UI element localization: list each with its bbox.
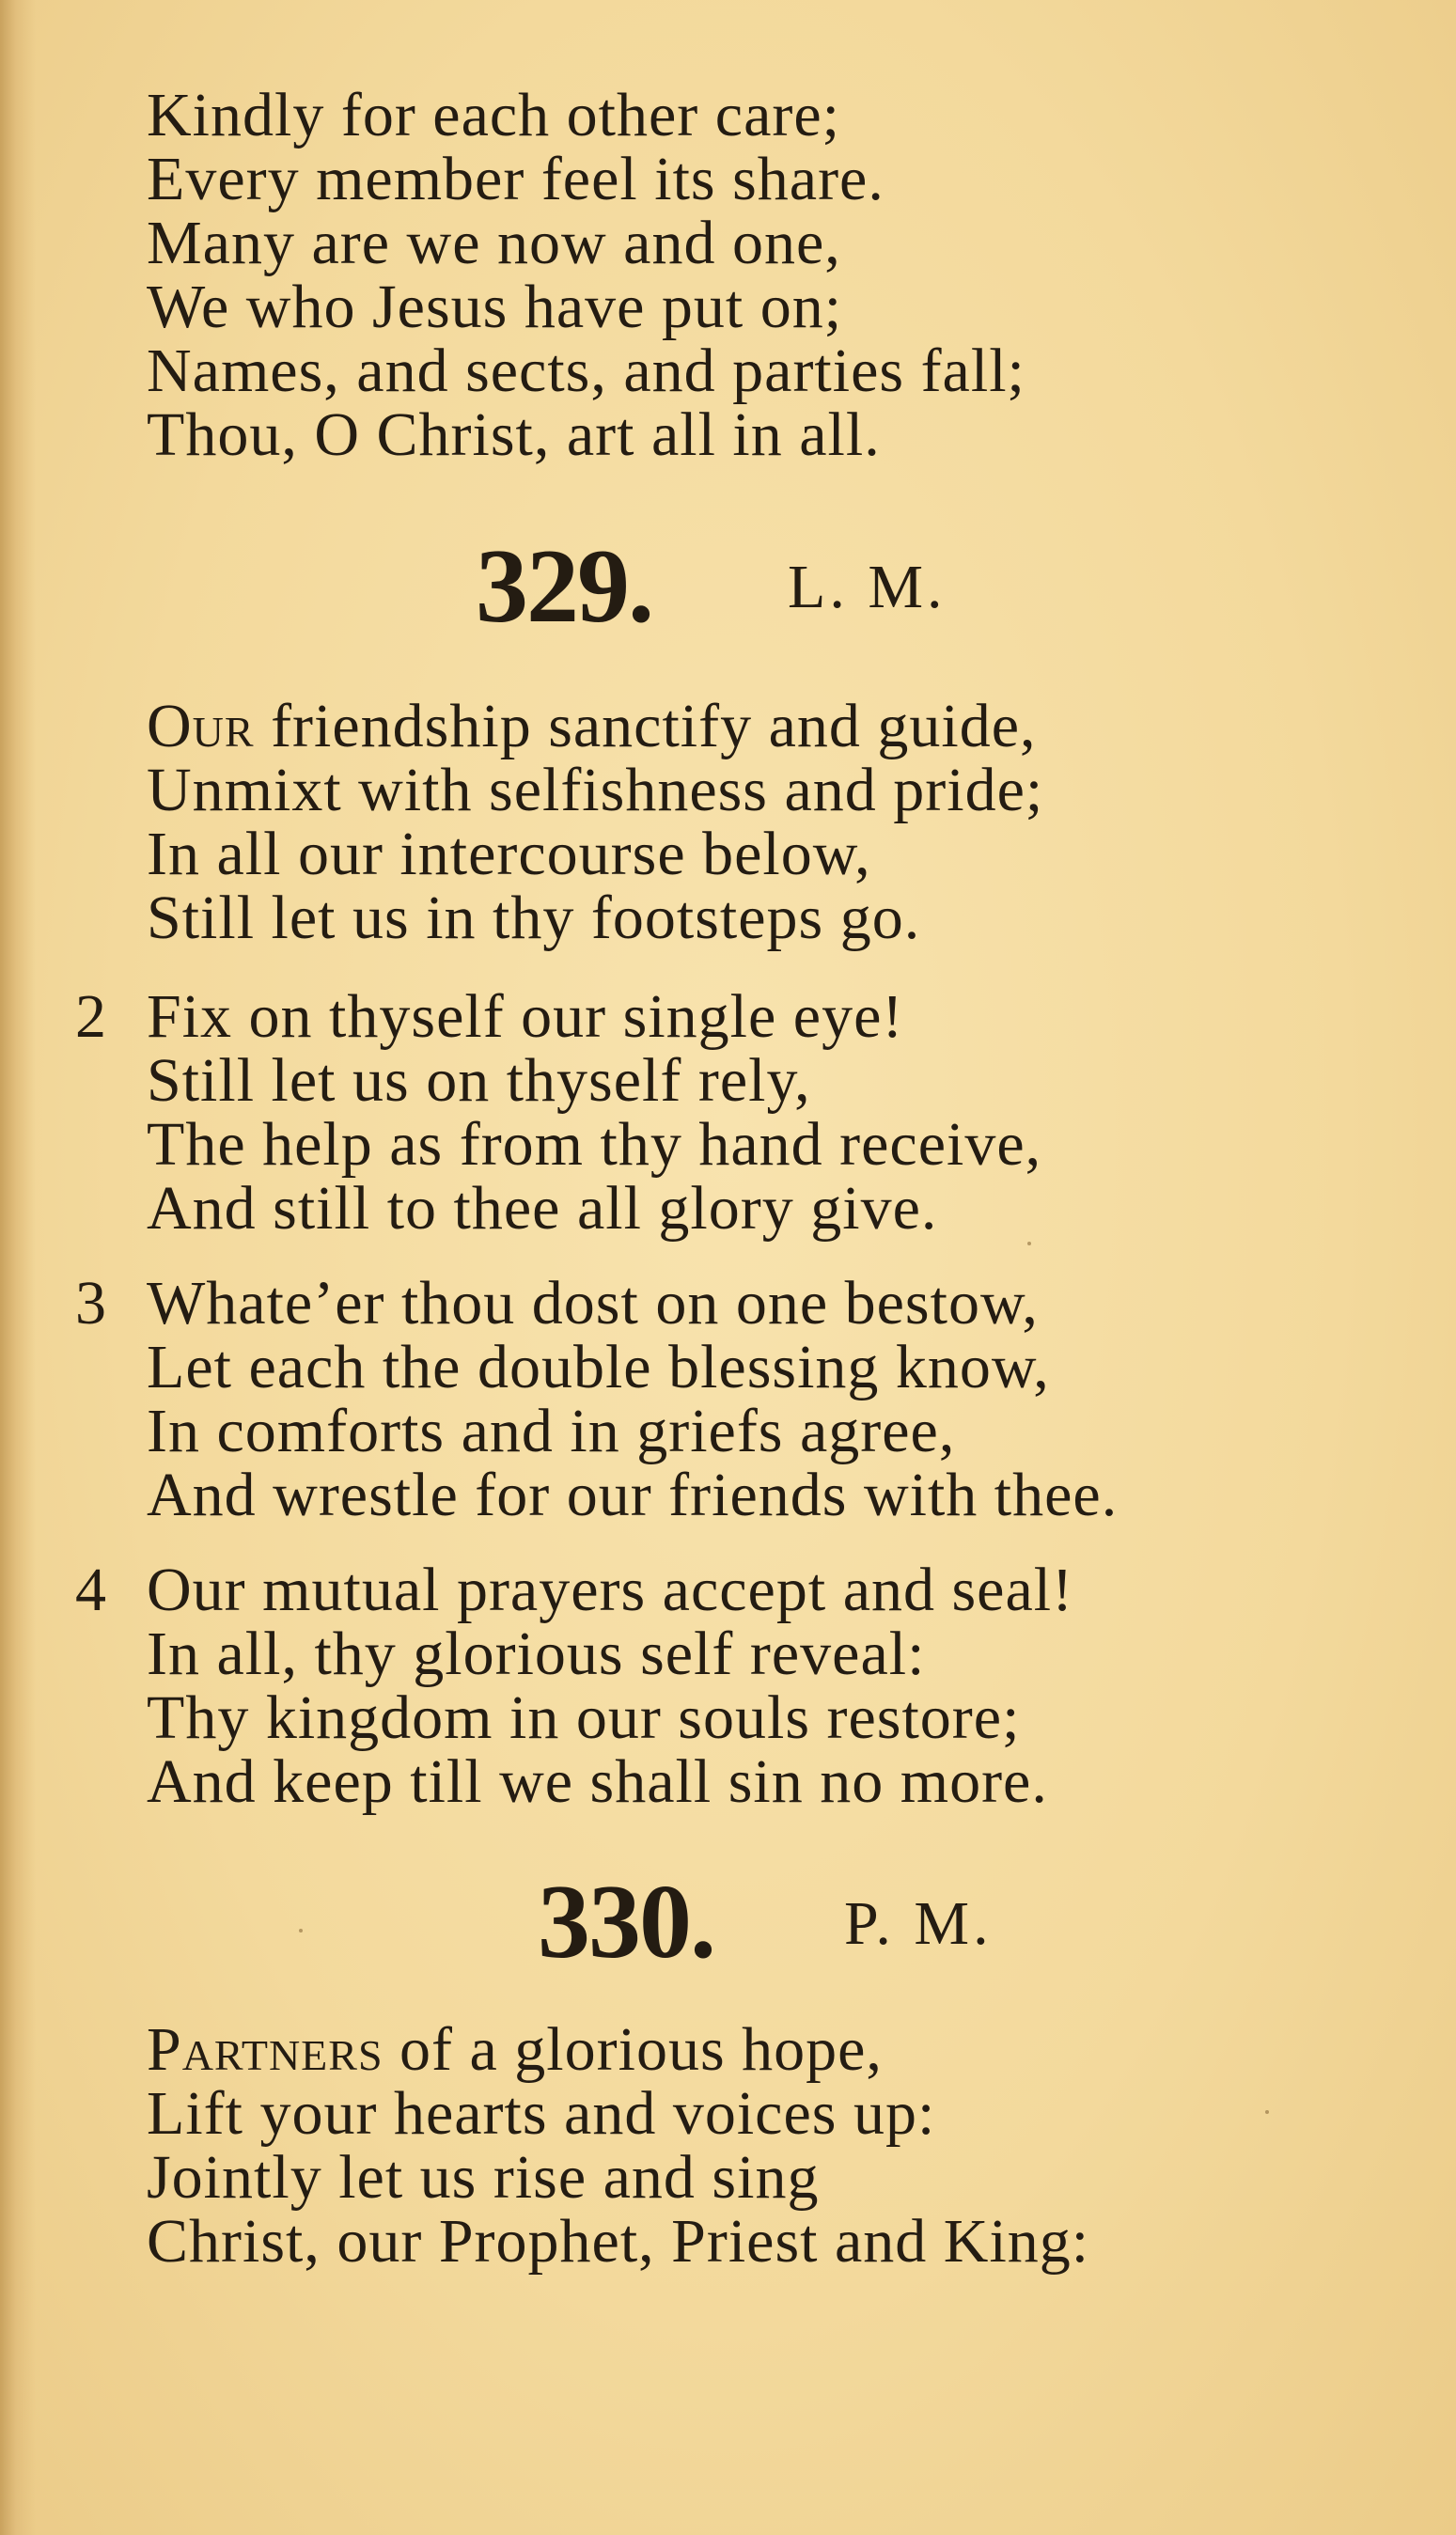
hymn-329-stanza-3-line-3: In comforts and in griefs agree, (147, 1397, 956, 1465)
intro-line-2: Every member feel its share. (147, 145, 885, 213)
intro-line-1: Kindly for each other care; (147, 81, 840, 149)
print-speck (299, 1929, 303, 1933)
hymn-330-stanza-1-line-2: Lift your hearts and voices up: (147, 2079, 936, 2148)
hymn-329-stanza-2-line-4: And still to thee all glory give. (147, 1174, 938, 1243)
intro-line-4: We who Jesus have put on; (147, 273, 843, 341)
hymn-329-stanza-3-line-1: Whate’er thou dost on one bestow, (147, 1269, 1039, 1338)
hymn-329-stanza-1-line-4: Still let us in thy footsteps go. (147, 884, 921, 952)
print-speck (1265, 2110, 1269, 2114)
hymn-330-stanza-1-line-4: Christ, our Prophet, Priest and King: (147, 2207, 1090, 2276)
hymn-329-stanza-4-line-4: And keep till we shall sin no more. (147, 1747, 1048, 1816)
hymn-330-stanza-1-line-1 (147, 2017, 883, 2083)
intro-line-3: Many are we now and one, (147, 209, 841, 277)
hymn-329-stanza-3-line-4: And wrestle for our friends with thee. (147, 1461, 1119, 1529)
hymn-329-first-word: Our (147, 692, 255, 760)
hymn-329-stanza-4-number: 4 (75, 1556, 106, 1624)
hymn-329-number: 329. (476, 528, 652, 645)
hymn-329-stanza-2-line-2: Still let us on thyself rely, (147, 1046, 811, 1115)
hymn-329-stanza-1-line-3: In all our intercourse below, (147, 820, 871, 888)
hymn-329-stanza-3-number: 3 (75, 1269, 106, 1338)
hymn-330-stanza-1-line-3: Jointly let us rise and sing (147, 2143, 820, 2212)
hymn-329-stanza-4-line-2: In all, thy glorious self reveal: (147, 1620, 926, 1688)
hymn-329-stanza-1-line-2: Unmixt with selfishness and pride; (147, 756, 1044, 824)
intro-line-6: Thou, O Christ, art all in all. (147, 400, 881, 469)
hymn-329-stanza-1-line-1 (147, 694, 1037, 759)
hymn-329-first-line-rest: friendship sanctify and guide, (254, 692, 1037, 760)
hymn-330-first-word: Partners (147, 2015, 384, 2084)
hymn-329-stanza-3-line-2: Let each the double blessing know, (147, 1333, 1050, 1401)
hymn-330-meter: P. M. (844, 1889, 993, 1958)
hymn-329-stanza-2-line-1: Fix on thyself our single eye! (147, 982, 904, 1051)
hymn-329-meter: L. M. (788, 553, 947, 621)
hymn-329-stanza-4-line-1: Our mutual prayers accept and seal! (147, 1556, 1074, 1624)
hymn-330-first-line-rest: of a glorious hope, (383, 2015, 883, 2084)
hymn-329-stanza-2-number: 2 (75, 982, 106, 1051)
intro-line-5: Names, and sects, and parties fall; (147, 336, 1025, 405)
hymn-330-number: 330. (538, 1864, 714, 1980)
page-gutter-shadow (0, 0, 36, 2535)
hymn-329-stanza-2-line-3: The help as from thy hand receive, (147, 1110, 1042, 1179)
hymn-329-stanza-4-line-3: Thy kingdom in our souls restore; (147, 1683, 1021, 1752)
print-speck (1027, 1242, 1031, 1245)
